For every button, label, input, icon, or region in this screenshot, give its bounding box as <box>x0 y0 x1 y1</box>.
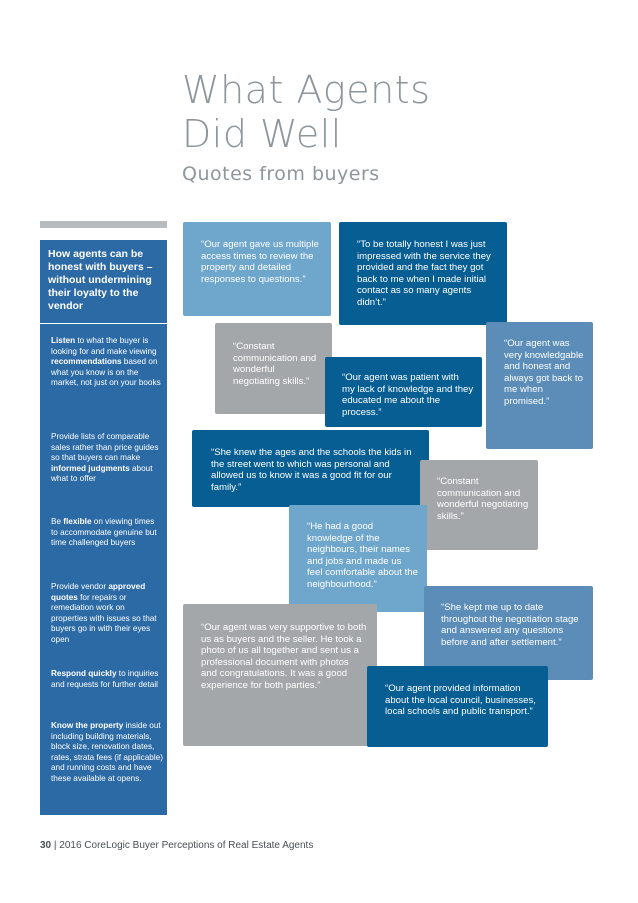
sidebar-divider <box>40 323 167 324</box>
quote-bubble-constant-communication-2: “Constant communication and wonderful negotiating skills.” <box>420 460 538 550</box>
tip-flexible: Be flexible on viewing times to accommodate genuine but time challenged buyers <box>51 517 157 548</box>
page-number: 30 <box>40 840 52 851</box>
page-title-line-2: Did Well <box>182 112 342 156</box>
quote-bubble-kept-up-to-date: “She kept me up to date throughout the negotiation stage and answered any questions before and after settlement.” <box>424 586 593 680</box>
tip-respond-quickly: Respond quickly to inquiries and requests for further detail <box>51 669 159 689</box>
tip-comparable-sales: Provide lists of comparable sales rather than price guides so that buyers can make informed judgments about what to offer <box>51 432 159 484</box>
page-footer <box>40 840 313 851</box>
quote-bubble-local-information: “Our agent provided information about the local council, businesses, local schools and public transport.” <box>367 666 548 747</box>
quote-bubble-totally-honest: “To be totally honest I was just impressed with the service they provided and the fact they got back to me when I made initial contact as so many agents didn’t.” <box>339 222 507 325</box>
quote-bubble-knowledgable: “Our agent was very knowledgable and honest and always got back to me when promised.” <box>486 322 593 449</box>
quote-bubble-schools: “She knew the ages and the schools the kids in the street went to which was personal and allowed us to know it was a good fit for our family.” <box>192 430 429 507</box>
sidebar-heading: How agents can be honest with buyers – without undermining their loyalty to the vendor <box>48 248 153 312</box>
tip-listen: Listen to what the buyer is looking for and make viewing recommendations based on what you know is on the market, not just on your books <box>51 336 161 388</box>
quote-bubble-neighbours: “He had a good knowledge of the neighbours, their names and jobs and made us feel comfortable about the neighbourhood.” <box>289 505 427 612</box>
footer-text: 2016 CoreLogic Buyer Perceptions of Real Estate Agents <box>59 840 314 851</box>
quote-bubble-constant-communication-1: “Constant communication and wonderful negotiating skills.” <box>215 323 332 414</box>
quote-bubble-access-times: “Our agent gave us multiple access times to review the property and detailed responses to questions.” <box>183 222 331 316</box>
page-subtitle: Quotes from buyers <box>182 163 380 185</box>
footer-separator: | <box>51 840 60 851</box>
tip-approved-quotes: Provide vendor approved quotes for repairs or remediation work on properties with issues so that buyers go in with their eyes open <box>51 582 157 644</box>
page-title-line-1: What Agents <box>182 68 431 112</box>
tip-know-property: Know the property inside out including building materials, block size, renovation dates, rates, strata fees (if applicable) and running costs and have these available at opens. <box>51 721 163 783</box>
quote-bubble-patient: “Our agent was patient with my lack of knowledge and they educated me about the process.” <box>325 357 482 427</box>
quote-bubble-supportive: “Our agent was very supportive to both us as buyers and the seller. He took a photo of us all together and sent us a professional document with photos and congratulations. It was a good experience for both parties.” <box>183 604 377 746</box>
page-title <box>182 68 430 156</box>
sidebar-top-bar <box>40 221 167 228</box>
tips-sidebar <box>40 240 167 815</box>
